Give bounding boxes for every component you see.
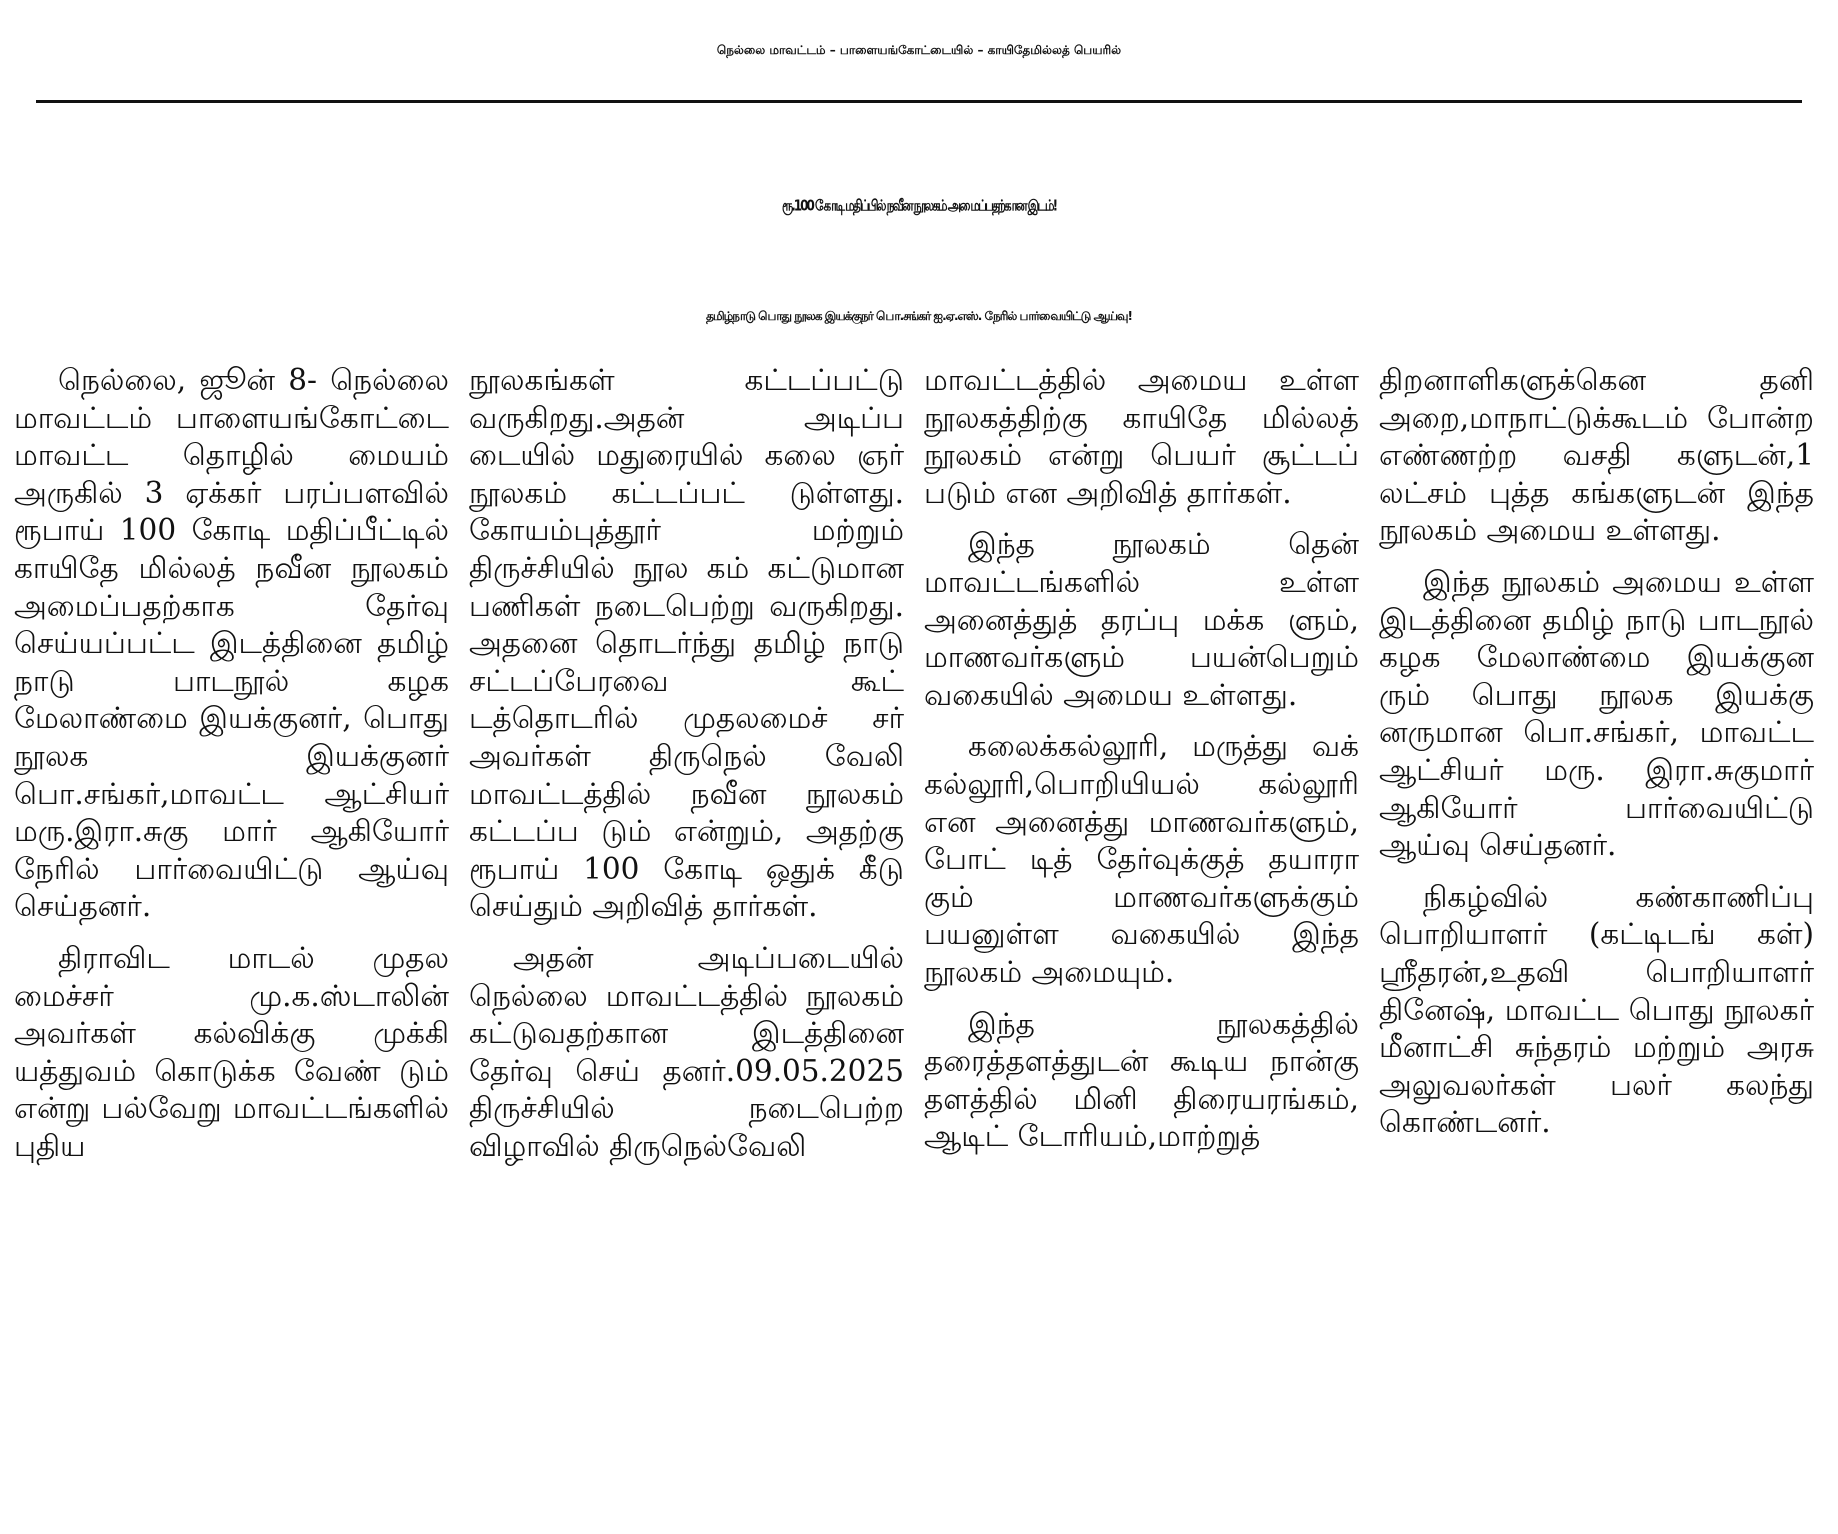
article-column-3 [918, 362, 1373, 1534]
sub-headline: தமிழ்நாடு பொது நூலக இயக்குநர் பொ.சங்கர் ஐ.ஏ.எஸ். நேரில் பார்வையிட்டு ஆய்வு! [706, 309, 1132, 323]
article-paragraph: இந்த நூலகம் அமைய உள்ள இடத்தினை தமிழ் நாடு பாடநூல் கழக மேலாண்மை இயக்குன ரும் பொது நூலக இயக்கு னருமான பொ.சங்கர், மாவட்ட ஆட்சியர் மரு. இரா.சுகுமார் ஆகியோர் பார்வையிட்டு ஆய்வு செய்தனர். [1379, 564, 1814, 863]
article-column-1 [8, 362, 463, 1534]
article-body [8, 362, 1830, 1534]
kicker-divider [36, 100, 1802, 103]
article-paragraph: அதன் அடிப்படையில் நெல்லை மாவட்டத்தில் நூலகம் கட்டுவதற்கான இடத்தினை தேர்வு செய் தனர்.09.05.2025 திருச்சியில் நடைபெற்ற விழாவில் திருநெல்வேலி [469, 940, 904, 1163]
main-headline: ரூ.100 கோடி மதிப்பில் நவீன நூலகம் அமைப்பதற்கான இடம்! [781, 196, 1057, 215]
article-paragraph: நூலகங்கள் கட்டப்பட்டு வருகிறது.அதன் அடிப்ப டையில் மதுரையில் கலை ஞர் நூலகம் கட்டப்பட் டுள்ளது. கோயம்புத்தூர் மற்றும் திருச்சியில் நூல கம் கட்டுமான பணிகள் நடைபெற்று வருகிறது. அதனை தொடர்ந்து தமிழ் நாடு சட்டப்பேரவை கூட் டத்தொடரில் முதலமைச் சர் அவர்கள் திருநெல் வேலி மாவட்டத்தில் நவீன நூலகம் கட்டப்ப டும் என்றும், அதற்கு ரூபாய் 100 கோடி ஒதுக் கீடு செய்தும் அறிவித் தார்கள். [469, 363, 904, 924]
article-paragraph: மாவட்டத்தில் அமைய உள்ள நூலகத்திற்கு காயிதே மில்லத் நூலகம் என்று பெயர் சூட்டப் படும் என அறிவித் தார்கள். [924, 363, 1359, 510]
article-paragraph: திராவிட மாடல் முதல மைச்சர் மு.க.ஸ்டாலின் அவர்கள் கல்விக்கு முக்கி யத்துவம் கொடுக்க வேண் டும் என்று பல்வேறு மாவட்டங்களில் புதிய [14, 940, 449, 1163]
article-paragraph: இந்த நூலகத்தில் தரைத்தளத்துடன் கூடிய நான்கு தளத்தில் மினி திரையரங்கம், ஆடிட் டோரியம்,மாற்றுத் [924, 1006, 1359, 1154]
article-paragraph: திறனாளிகளுக்கென தனி அறை,மாநாட்டுக்கூடம் போன்ற எண்ணற்ற வசதி களுடன்,1 லட்சம் புத்த கங்களுடன் இந்த நூலகம் அமைய உள்ளது. [1379, 363, 1814, 548]
article-paragraph: இந்த நூலகம் தென் மாவட்டங்களில் உள்ள அனைத்துத் தரப்பு மக்க ளும், மாணவர்களும் பயன்பெறும் வகையில் அமைய உள்ளது. [924, 527, 1359, 712]
article-paragraph: கலைக்கல்லூரி, மருத்து வக் கல்லூரி,பொறியியல் கல்லூரி என அனைத்து மாணவர்களும், போட் டித் தேர்வுக்குத் தயாரா கும் மாணவர்களுக்கும் பயனுள்ள வகையில் இந்த நூலகம் அமையும். [924, 729, 1359, 989]
article-column-4 [1373, 362, 1828, 1534]
article-paragraph: நெல்லை, ஜூன் 8- நெல்லை மாவட்டம் பாளையங்கோட்டை மாவட்ட தொழில் மையம் அருகில் 3 ஏக்கர் பரப்பளவில் ரூபாய் 100 கோடி மதிப்பீட்டில் காயிதே மில்லத் நவீன நூலகம் அமைப்பதற்காக தேர்வு செய்யப்பட்ட இடத்தினை தமிழ் நாடு பாடநூல் கழக மேலாண்மை இயக்குனர், பொது நூலக இயக்குனர் பொ.சங்கர்,மாவட்ட ஆட்சியர் மரு.இரா.சுகு மார் ஆகியோர் நேரில் பார்வையிட்டு ஆய்வு செய்தனர். [14, 363, 449, 924]
article-column-2 [463, 362, 918, 1534]
article-paragraph: நிகழ்வில் கண்காணிப்பு பொறியாளர் (கட்டிடங் கள்) ஸ்ரீதரன்,உதவி பொறியாளர் தினேஷ், மாவட்ட பொது நூலகர் மீனாட்சி சுந்தரம் மற்றும் அரசு அலுவலர்கள் பலர் கலந்து கொண்டனர். [1379, 879, 1814, 1140]
kicker-headline: நெல்லை மாவட்டம் – பாளையங்கோட்டையில் – காயிதேமில்லத் பெயரில் [716, 43, 1122, 57]
